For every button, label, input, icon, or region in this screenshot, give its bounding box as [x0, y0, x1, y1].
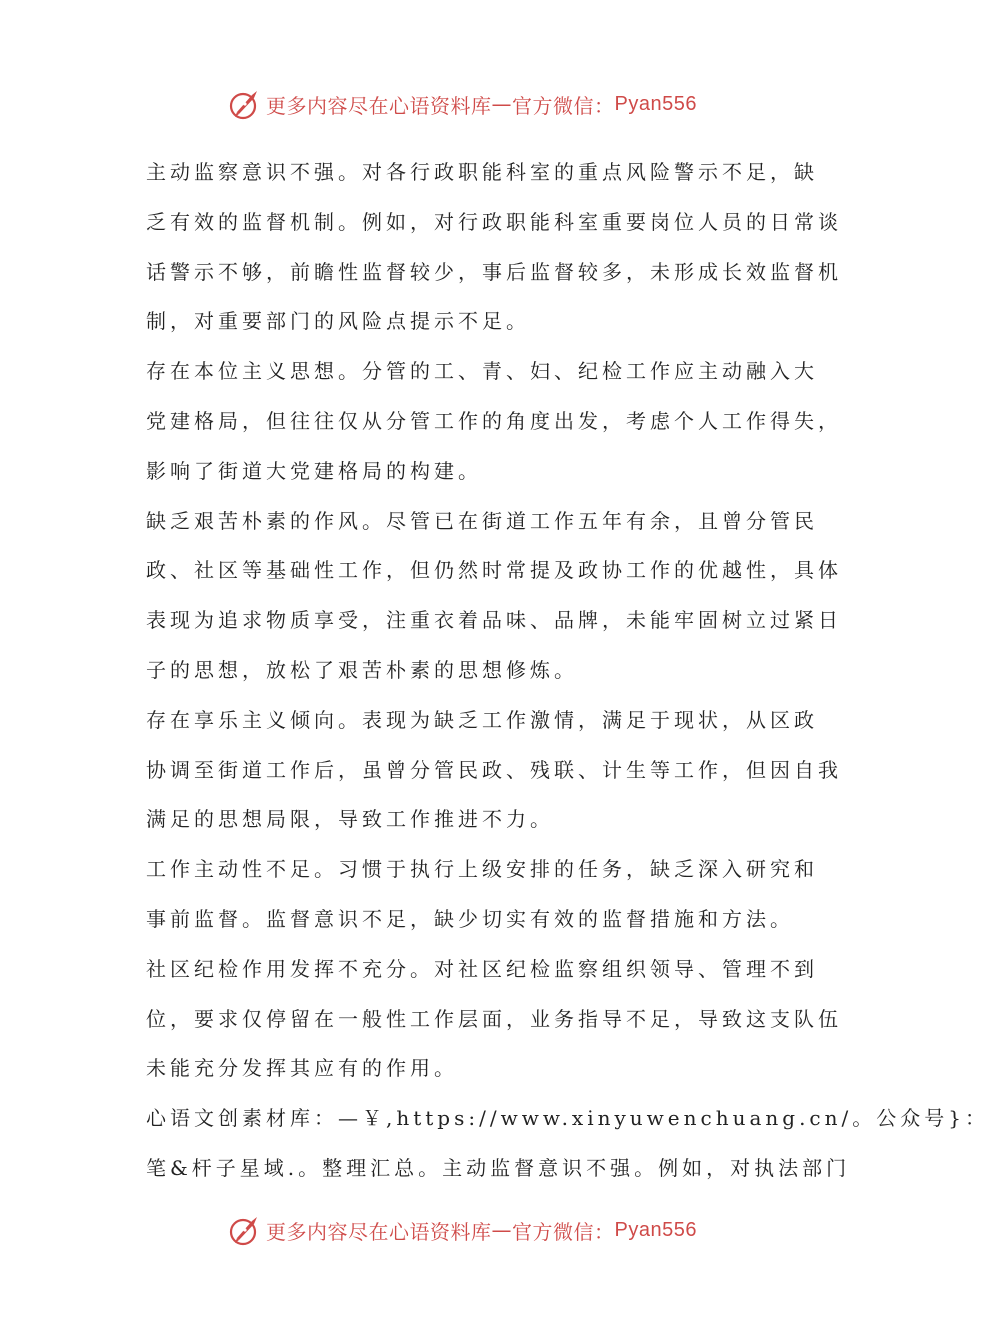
- pen-nib-logo-icon: [228, 1213, 262, 1247]
- text-line: 子的思想，放松了艰苦朴素的思想修炼。: [146, 657, 578, 682]
- text-line: 笔&杆子星域.。整理汇总。主动监督意识不强。例如，对执法部门: [146, 1155, 851, 1180]
- banner-wechat-label: 官方微信：: [512, 93, 615, 118]
- text-line: 主动监察意识不强。对各行政职能科室的重点风险警示不足，缺: [146, 160, 818, 184]
- footer-banner: [228, 1210, 697, 1250]
- banner-dash: —: [491, 1218, 512, 1242]
- text-line: 表现为追求物质享受，注重衣着品味、品牌，未能牢固树立过紧日: [146, 608, 842, 633]
- text-line: 协调至街道工作后，虽曾分管民政、残联、计生等工作，但因自我: [146, 757, 842, 782]
- text-line: 影响了街道大党建格局的构建。: [146, 458, 482, 483]
- text-line: 存在享乐主义倾向。表现为缺乏工作激情，满足于现状，从区政: [146, 707, 818, 732]
- banner-wechat-label: 官方微信：: [512, 1219, 615, 1244]
- banner-dash: —: [491, 92, 512, 116]
- text-line: 位，要求仅停留在一般性工作层面，业务指导不足，导致这支队伍: [146, 1006, 842, 1031]
- banner-text: 更多内容尽在心语资料库: [266, 93, 492, 118]
- text-line: 工作主动性不足。习惯于执行上级安排的任务，缺乏深入研究和: [146, 857, 818, 882]
- banner-wechat-handle: Pyan556: [614, 1218, 697, 1241]
- text-line: 存在本位主义思想。分管的工、青、妇、纪检工作应主动融入大: [146, 359, 818, 384]
- text-line: 满足的思想局限，导致工作推进不力。: [146, 807, 554, 832]
- pen-nib-logo-icon: [228, 87, 262, 121]
- text-line: 制，对重要部门的风险点提示不足。: [146, 309, 530, 334]
- text-line: 政、社区等基础性工作，但仍然时常提及政协工作的优越性，具体: [146, 558, 842, 583]
- text-line: 乏有效的监督机制。例如，对行政职能科室重要岗位人员的日常谈: [146, 209, 842, 234]
- text-line: 缺乏艰苦朴素的作风。尽管已在街道工作五年有余，且曾分管民: [146, 508, 818, 533]
- text-line: 未能充分发挥其应有的作用。: [146, 1056, 458, 1081]
- text-line: 党建格局，但往往仅从分管工作的角度出发，考虑个人工作得失，: [146, 408, 842, 433]
- text-line: 话警示不够，前瞻性监督较少，事后监督较多，未形成长效监督机: [146, 259, 842, 284]
- text-line: 心语文创素材库：—￥,https://www.xinyuwenchuang.cn/。公众号}：: [146, 1106, 989, 1131]
- banner-text: 更多内容尽在心语资料库: [266, 1219, 492, 1244]
- header-banner: [228, 84, 697, 124]
- document-body: [146, 148, 989, 1194]
- text-line: 社区纪检作用发挥不充分。对社区纪检监察组织领导、管理不到: [146, 956, 818, 981]
- banner-wechat-handle: Pyan556: [614, 92, 697, 115]
- text-line: 事前监督。监督意识不足，缺少切实有效的监督措施和方法。: [146, 906, 794, 931]
